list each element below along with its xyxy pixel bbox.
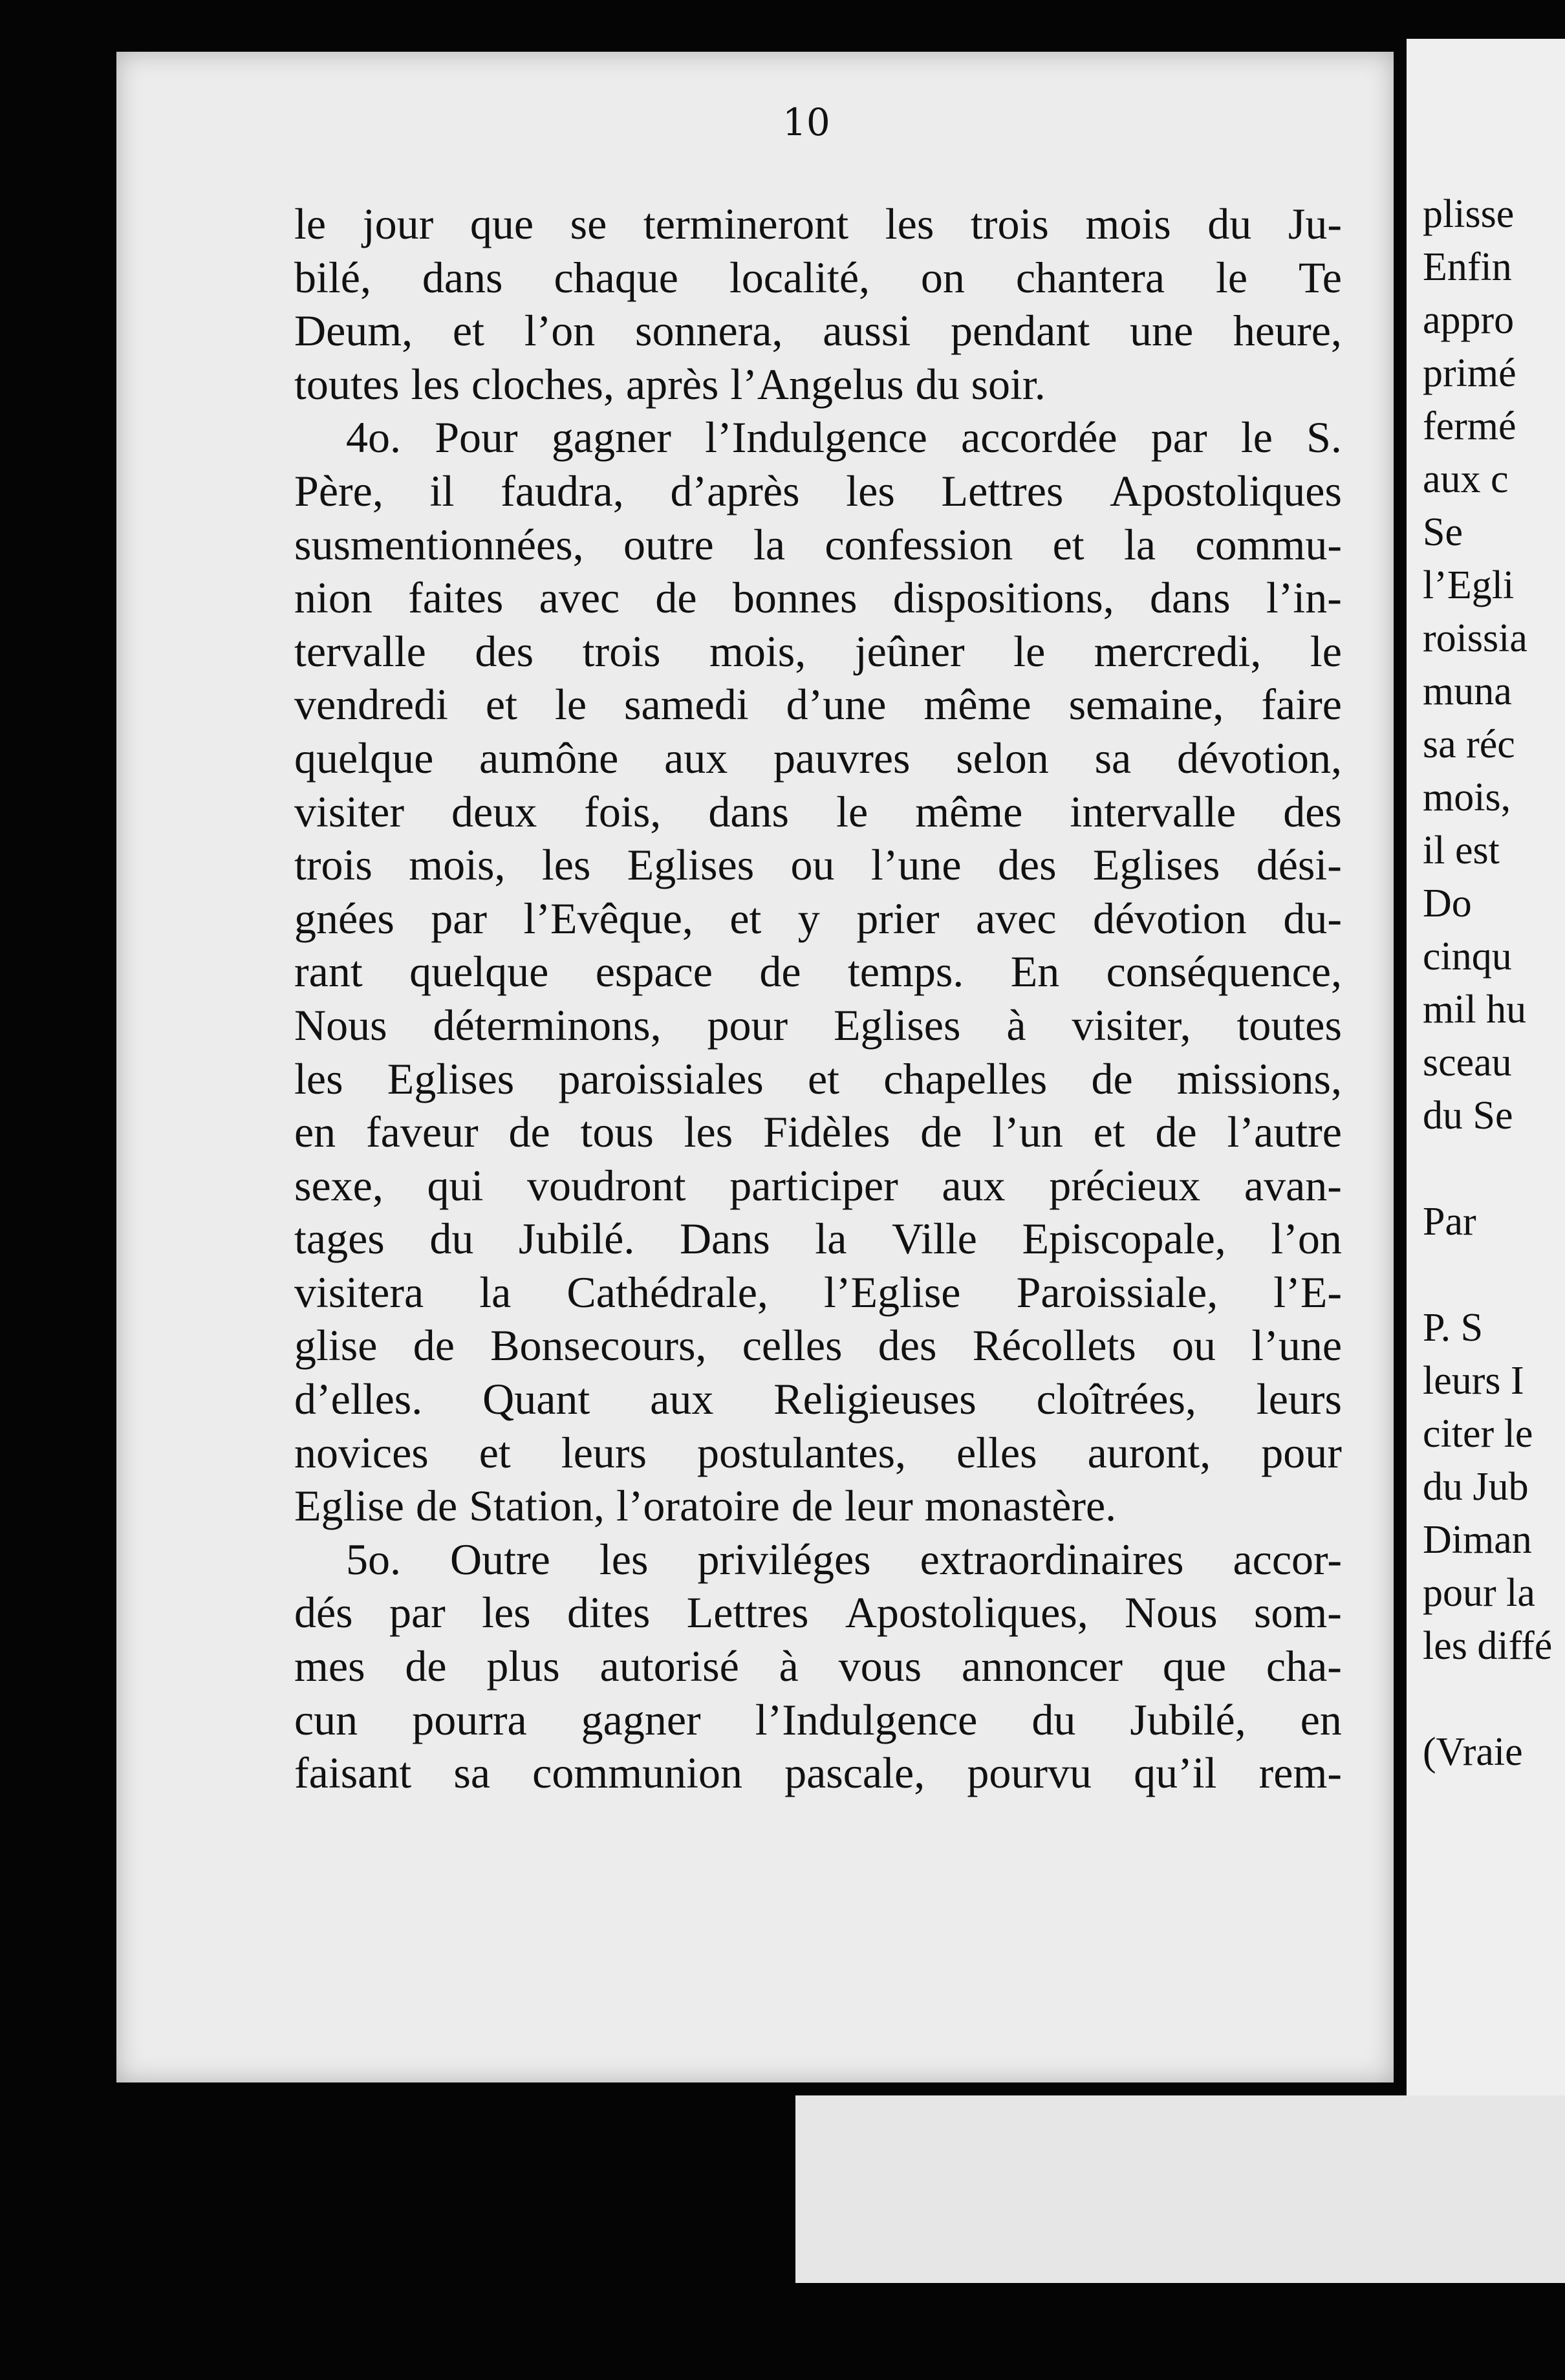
text-line: les Eglises paroissiales et chapelles de missions, <box>294 1054 1342 1103</box>
fragment-line: aux c <box>1423 457 1509 501</box>
fragment-line: roissia <box>1423 616 1527 660</box>
fragment-line: citer le <box>1423 1412 1533 1456</box>
text-line: 4o. Pour gagner l’Indulgence accordée par le S. <box>346 413 1342 462</box>
text-line: Père, il faudra, d’après les Lettres Apostoliques <box>294 466 1342 515</box>
text-line: visitera la Cathédrale, l’Eglise Paroissiale, l’E- <box>294 1267 1342 1317</box>
fragment-line <box>1423 1142 1565 1195</box>
text-line: Nous déterminons, pour Eglises à visiter, toutes <box>294 1000 1342 1050</box>
fragment-line: sceau <box>1423 1041 1512 1085</box>
text-line: gnées par l’Evêque, et y prier avec dévotion du- <box>294 893 1342 943</box>
fragment-line: il est <box>1423 828 1500 872</box>
fragment-line: Enfin <box>1423 245 1512 289</box>
text-line: sexe, qui voudront participer aux précieux avan- <box>294 1160 1342 1210</box>
text-line: faisant sa communion pascale, pourvu qu’il rem- <box>294 1748 1342 1798</box>
fragment-line: fermé <box>1423 404 1516 448</box>
text-line: susmentionnées, outre la confession et la commu- <box>294 519 1342 569</box>
text-line: vendredi et le samedi d’une même semaine, faire <box>294 680 1342 730</box>
fragment-line: plisse <box>1423 192 1515 236</box>
left-page-text <box>294 197 1342 1800</box>
fragment-line <box>1423 1672 1565 1726</box>
text-line: visiter deux fois, dans le même intervalle des <box>294 786 1342 836</box>
fragment-line: du Jub <box>1423 1465 1529 1509</box>
text-line: novices et leurs postulantes, elles auront, pour <box>294 1427 1342 1477</box>
fragment-line: l’Egli <box>1423 563 1515 607</box>
fragment-line: pour la <box>1423 1571 1535 1615</box>
fragment-line: P. S <box>1423 1306 1484 1350</box>
fragment-line: Diman <box>1423 1518 1532 1562</box>
text-line: trois mois, les Eglises ou l’une des Eglises dési- <box>294 840 1342 890</box>
text-line: le jour que se termineront les trois mois du Ju- <box>294 199 1342 248</box>
fragment-line <box>1423 1248 1565 1301</box>
right-page-text <box>1423 188 1565 1779</box>
fragment-line: cinqu <box>1423 935 1512 979</box>
fragment-line: primé <box>1423 351 1516 395</box>
text-line: d’elles. Quant aux Religieuses cloîtrées, leurs <box>294 1374 1342 1424</box>
text-line: glise de Bonsecours, celles des Récollets ou l’une <box>294 1321 1342 1370</box>
fragment-line: (Vraie <box>1423 1730 1523 1774</box>
text-line: rant quelque espace de temps. En conséquence, <box>294 947 1342 997</box>
fragment-line: Do <box>1423 882 1472 925</box>
text-line: toutes les cloches, après l’Angelus du soir. <box>294 359 1046 409</box>
page-number: 10 <box>782 100 830 144</box>
fragment-line: les diffé <box>1423 1624 1553 1668</box>
fragment-line: du Se <box>1423 1094 1513 1138</box>
text-line: 5o. Outre les priviléges extraordinaires accor- <box>346 1534 1342 1584</box>
fragment-line: appro <box>1423 298 1515 342</box>
text-line: Eglise de Station, l’oratoire de leur monastère. <box>294 1481 1117 1531</box>
fragment-line: mois, <box>1423 775 1511 819</box>
underlying-sheet <box>795 2095 1565 2283</box>
text-line: Deum, et l’on sonnera, aussi pendant une heure, <box>294 306 1342 356</box>
text-line: cun pourra gagner l’Indulgence du Jubilé, en <box>294 1694 1342 1744</box>
text-line: nion faites avec de bonnes dispositions, dans l’in- <box>294 573 1342 623</box>
fragment-line: leurs I <box>1423 1359 1524 1403</box>
fragment-line: muna <box>1423 669 1512 713</box>
text-line: tervalle des trois mois, jeûner le mercredi, le <box>294 626 1342 676</box>
text-line: mes de plus autorisé à vous annoncer que cha- <box>294 1641 1342 1691</box>
text-line: quelque aumône aux pauvres selon sa dévotion, <box>294 733 1342 783</box>
text-line: en faveur de tous les Fidèles de l’un et de l’autre <box>294 1107 1342 1157</box>
fragment-line: Par <box>1423 1200 1476 1244</box>
text-line: dés par les dites Lettres Apostoliques, Nous som- <box>294 1588 1342 1638</box>
text-line: bilé, dans chaque localité, on chantera le Te <box>294 252 1342 302</box>
fragment-line: Se <box>1423 510 1463 554</box>
fragment-line: sa réc <box>1423 722 1515 766</box>
text-line: tages du Jubilé. Dans la Ville Episcopale, l’on <box>294 1214 1342 1264</box>
fragment-line: mil hu <box>1423 988 1527 1032</box>
